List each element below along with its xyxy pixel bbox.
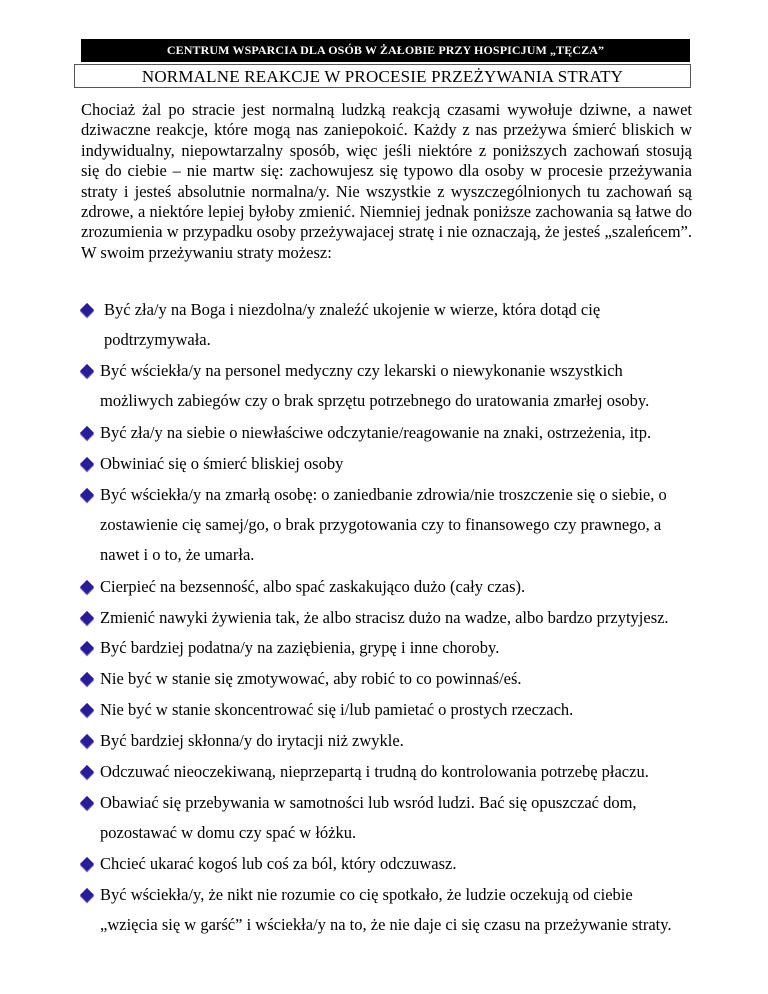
list-item-text: Być bardziej podatna/y na zaziębienia, grypę i inne choroby. <box>100 638 500 657</box>
diamond-bullet-icon <box>80 580 94 594</box>
list-item-text: Nie być w stanie się zmotywować, aby robić to co powinnaś/eś. <box>100 669 522 688</box>
list-item-text: Być wściekła/y, że nikt nie rozumie co cię spotkało, że ludzie oczekują od ciebie „wzięcia się w garść” i wściekła/y na to, że nie daje ci się czasu na przeżywanie straty. <box>100 885 672 934</box>
list-item-text: Być zła/y na siebie o niewłaściwe odczytanie/reagowanie na znaki, ostrzeżenia, itp. <box>100 423 652 442</box>
intro-paragraph: Chociaż żal po stracie jest normalną ludzką reakcją czasami wywołuje dziwne, a nawet dziwaczne reakcje, które mogą nas zaniepokoić. Każdy z nas przeżywa śmierć bliskich w indywidualny, niepowtarzalny sposób, więc jeśli niektóre z poniższych zachowań stosują się do ciebie – nie martw się: zachowujesz się typowo dla osoby w procesie przeżywania straty i jesteś absolutnie normalna/y. Nie wszystkie z wyszczególnionych tu zachowań są zdrowe, a niektóre lepiej byłoby zmienić. Niemniej jednak poniższe zachowania są łatwe do zrozumienia w przypadku osoby przeżywajacej stratę i nie oznaczają, że jesteś „szaleńcem”. W swoim przeżywaniu straty możesz: <box>81 100 692 262</box>
diamond-bullet-icon <box>80 703 94 717</box>
diamond-bullet-icon <box>80 611 94 625</box>
page-title: NORMALNE REAKCJE W PROCESIE PRZEŻYWANIA STRATY <box>74 64 691 88</box>
organization-header: CENTRUM WSPARCIA DLA OSÓB W ŻAŁOBIE PRZY HOSPICJUM „TĘCZA” <box>81 39 690 62</box>
list-item-text: Nie być w stanie skoncentrować się i/lub pamietać o prostych rzeczach. <box>100 700 574 719</box>
diamond-bullet-icon <box>80 888 94 902</box>
diamond-bullet-icon <box>80 765 94 779</box>
diamond-bullet-icon <box>80 734 94 748</box>
diamond-bullet-icon <box>80 364 94 378</box>
list-item-text: Cierpieć na bezsenność, albo spać zaskakująco dużo (cały czas). <box>100 577 526 596</box>
list-item-text: Być wściekła/y na personel medyczny czy lekarski o niewykonanie wszystkich możliwych zabiegów czy o brak sprzętu potrzebnego do uratowania zmarłej osoby. <box>100 361 650 410</box>
diamond-bullet-icon <box>80 457 94 471</box>
list-item-text: Obawiać się przebywania w samotności lub wsród ludzi. Bać się opuszczać dom, pozostawać w domu czy spać w łóżku. <box>100 793 637 842</box>
list-item-text: Być bardziej skłonna/y do irytacji niż zwykle. <box>100 731 404 750</box>
list-item-text: Chcieć ukarać kogoś lub coś za ból, który odczuwasz. <box>100 854 457 873</box>
list-item-text: Być zła/y na Boga i niezdolna/y znaleźć ukojenie w wierze, która dotąd cię podtrzymywała. <box>104 300 601 349</box>
list-item-text: Zmienić nawyki żywienia tak, że albo stracisz dużo na wadze, albo bardzo przytyjesz. <box>100 608 669 627</box>
diamond-bullet-icon <box>80 488 94 502</box>
list-item-text: Być wściekła/y na zmarłą osobę: o zaniedbanie zdrowia/nie troszczenie się o siebie, o zostawienie cię samej/go, o brak przygotowania czy to finansowego czy prawnego, a nawet i o to, że umarła. <box>100 485 667 564</box>
diamond-bullet-icon <box>80 641 94 655</box>
diamond-bullet-icon <box>80 672 94 686</box>
diamond-bullet-icon <box>80 426 94 440</box>
diamond-bullet-icon <box>80 796 94 810</box>
diamond-bullet-icon <box>80 857 94 871</box>
list-item-text: Obwiniać się o śmierć bliskiej osoby <box>100 454 344 473</box>
diamond-bullet-icon <box>80 303 94 317</box>
list-item-text: Odczuwać nieoczekiwaną, nieprzepartą i trudną do kontrolowania potrzebę płaczu. <box>100 762 649 781</box>
